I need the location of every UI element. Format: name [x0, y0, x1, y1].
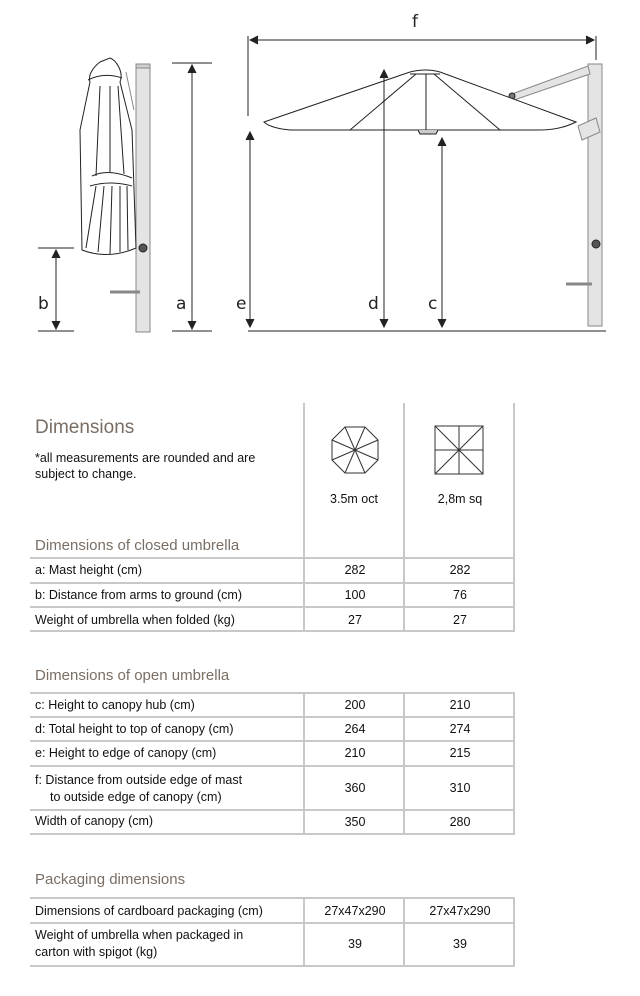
dimension-label-b: b: [38, 294, 49, 314]
row-value-oct: 264: [344, 722, 366, 736]
page-title: Dimensions: [35, 417, 135, 438]
row-divider: [30, 740, 515, 742]
column-divider: [303, 692, 305, 834]
row-divider: [30, 922, 515, 924]
row-value-oct: 282: [344, 563, 366, 577]
row-divider: [30, 833, 515, 835]
disclaimer-note: *all measurements are rounded and are subject to change.: [35, 451, 256, 481]
dimension-label-a: a: [176, 294, 187, 314]
column-divider: [403, 403, 405, 557]
octagon-umbrella-icon: [330, 425, 380, 475]
row-divider: [30, 692, 515, 694]
row-divider: [30, 965, 515, 967]
dimension-label-c: c: [428, 294, 438, 314]
row-divider: [30, 582, 515, 584]
row-value-oct: 27x47x290: [324, 904, 386, 918]
row-value-oct: 100: [344, 588, 366, 602]
column-divider: [403, 692, 405, 834]
row-label: d: Total height to top of canopy (cm): [35, 722, 234, 736]
row-value-oct: 210: [344, 746, 366, 760]
row-label: c: Height to canopy hub (cm): [35, 698, 195, 712]
row-value-oct: 27: [348, 613, 362, 627]
row-value-sq: 39: [453, 937, 467, 951]
row-label-continued: carton with spigot (kg): [35, 945, 158, 959]
square-umbrella-icon: [434, 425, 484, 475]
row-label-continued: to outside edge of canopy (cm): [50, 790, 222, 804]
row-label: Dimensions of cardboard packaging (cm): [35, 904, 263, 918]
size-label-square: 2,8m sq: [437, 492, 483, 506]
row-label: Width of canopy (cm): [35, 814, 154, 828]
row-label: Weight of umbrella when packaged in: [35, 928, 244, 942]
row-divider: [30, 630, 515, 632]
row-divider: [30, 809, 515, 811]
row-value-sq: 215: [449, 746, 471, 760]
row-value-oct: 200: [344, 698, 366, 712]
row-divider: [30, 765, 515, 767]
row-label: a: Mast height (cm): [35, 563, 142, 577]
row-divider: [30, 897, 515, 899]
row-label: Weight of umbrella when folded (kg): [35, 613, 235, 627]
section-title-closed: Dimensions of closed umbrella: [35, 537, 240, 554]
row-value-oct: 360: [344, 781, 366, 795]
row-value-sq: 210: [449, 698, 471, 712]
dimension-label-e: e: [236, 294, 247, 314]
row-value-sq: 282: [449, 563, 471, 577]
row-label: f: Distance from outside edge of mast: [35, 773, 243, 787]
column-divider: [513, 692, 515, 834]
column-divider: [513, 557, 515, 631]
row-value-sq: 76: [453, 588, 467, 602]
row-value-sq: 27x47x290: [429, 904, 491, 918]
column-divider: [513, 403, 515, 557]
row-value-sq: 310: [449, 781, 471, 795]
dimension-label-f: f: [412, 12, 418, 32]
row-divider: [30, 606, 515, 608]
row-label: b: Distance from arms to ground (cm): [35, 588, 243, 602]
row-divider: [30, 716, 515, 718]
row-divider: [30, 557, 515, 559]
row-value-sq: 27: [453, 613, 467, 627]
row-value-oct: 350: [344, 815, 366, 829]
row-value-sq: 280: [449, 815, 471, 829]
size-label-octagon: 3.5m oct: [330, 492, 378, 506]
section-title-packaging: Packaging dimensions: [35, 871, 186, 888]
row-value-oct: 39: [348, 937, 362, 951]
column-divider: [303, 403, 305, 557]
row-label: e: Height to edge of canopy (cm): [35, 746, 217, 760]
column-divider: [513, 897, 515, 967]
dimension-label-d: d: [368, 294, 379, 314]
section-title-open: Dimensions of open umbrella: [35, 667, 230, 684]
row-value-sq: 274: [449, 722, 471, 736]
